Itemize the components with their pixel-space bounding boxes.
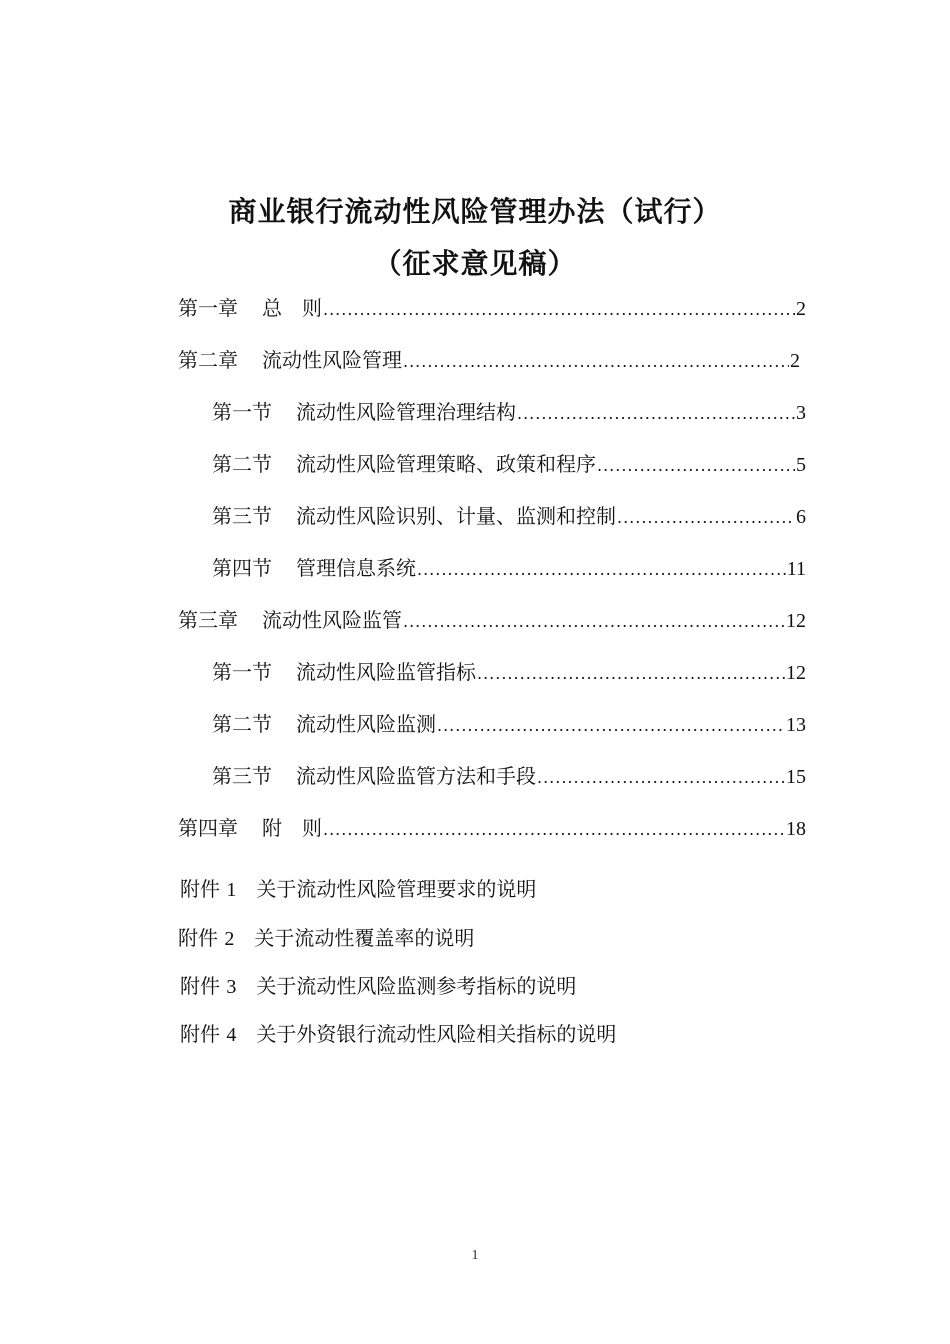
toc-label: 第二节 流动性风险监测 <box>212 712 436 736</box>
toc-label: 第二节 流动性风险管理策略、政策和程序 <box>212 452 596 476</box>
attachment-item: 附件 2 关于流动性覆盖率的说明 <box>178 926 475 950</box>
toc-entry-section[interactable] <box>212 710 806 738</box>
toc-entry-chapter-1[interactable] <box>178 294 806 322</box>
toc-page-number: 11 <box>786 558 806 580</box>
toc-leader <box>323 296 795 324</box>
toc-label: 第三节 流动性风险监管方法和手段 <box>212 764 536 788</box>
toc-entry-section[interactable] <box>212 762 806 790</box>
toc-entry-chapter-3[interactable] <box>178 606 806 634</box>
toc-label: 第三节 流动性风险识别、计量、监测和控制 <box>212 504 616 528</box>
toc-page-number: 2 <box>790 350 800 372</box>
toc-page-number: 12 <box>786 662 806 684</box>
document-subtitle: （征求意见稿） <box>373 247 577 280</box>
toc-entry-section[interactable] <box>212 398 806 426</box>
toc-entry-section[interactable] <box>212 658 806 686</box>
toc-leader <box>323 816 785 844</box>
toc-label: 第二章 流动性风险管理 <box>178 348 402 372</box>
toc-leader <box>597 452 795 480</box>
toc-label: 第四章 附 则 <box>178 816 322 840</box>
toc-leader <box>617 504 795 532</box>
toc-entry-chapter-4[interactable] <box>178 814 806 842</box>
document-title: 商业银行流动性风险管理办法（试行） <box>228 195 722 228</box>
toc-label: 第一节 流动性风险管理治理结构 <box>212 400 516 424</box>
toc-leader <box>477 660 785 688</box>
attachment-item: 附件 3 关于流动性风险监测参考指标的说明 <box>180 974 577 998</box>
toc-leader <box>437 712 785 740</box>
toc-entry-chapter-2[interactable] <box>178 346 800 374</box>
toc-page-number: 15 <box>786 766 806 788</box>
toc-leader <box>403 608 785 636</box>
page-number: 1 <box>471 1248 479 1263</box>
toc-page-number: 3 <box>796 402 806 424</box>
attachment-item: 附件 1 关于流动性风险管理要求的说明 <box>180 877 537 901</box>
toc-leader <box>417 556 786 584</box>
toc-leader <box>517 400 795 428</box>
toc-page-number: 6 <box>796 506 806 528</box>
toc-page-number: 12 <box>786 610 806 632</box>
toc-entry-section[interactable] <box>212 502 806 530</box>
toc-leader <box>403 348 789 376</box>
toc-leader <box>537 764 785 792</box>
attachment-item: 附件 4 关于外资银行流动性风险相关指标的说明 <box>180 1022 617 1046</box>
toc-page-number: 13 <box>786 714 806 736</box>
toc-page-number: 18 <box>786 818 806 840</box>
toc-entry-section[interactable] <box>212 554 806 582</box>
toc-page-number: 5 <box>796 454 806 476</box>
toc-entry-section[interactable] <box>212 450 806 478</box>
toc-label: 第三章 流动性风险监管 <box>178 608 402 632</box>
toc-page-number: 2 <box>796 298 806 320</box>
toc-label: 第四节 管理信息系统 <box>212 556 416 580</box>
toc-label: 第一节 流动性风险监管指标 <box>212 660 476 684</box>
toc-label: 第一章 总 则 <box>178 296 322 320</box>
